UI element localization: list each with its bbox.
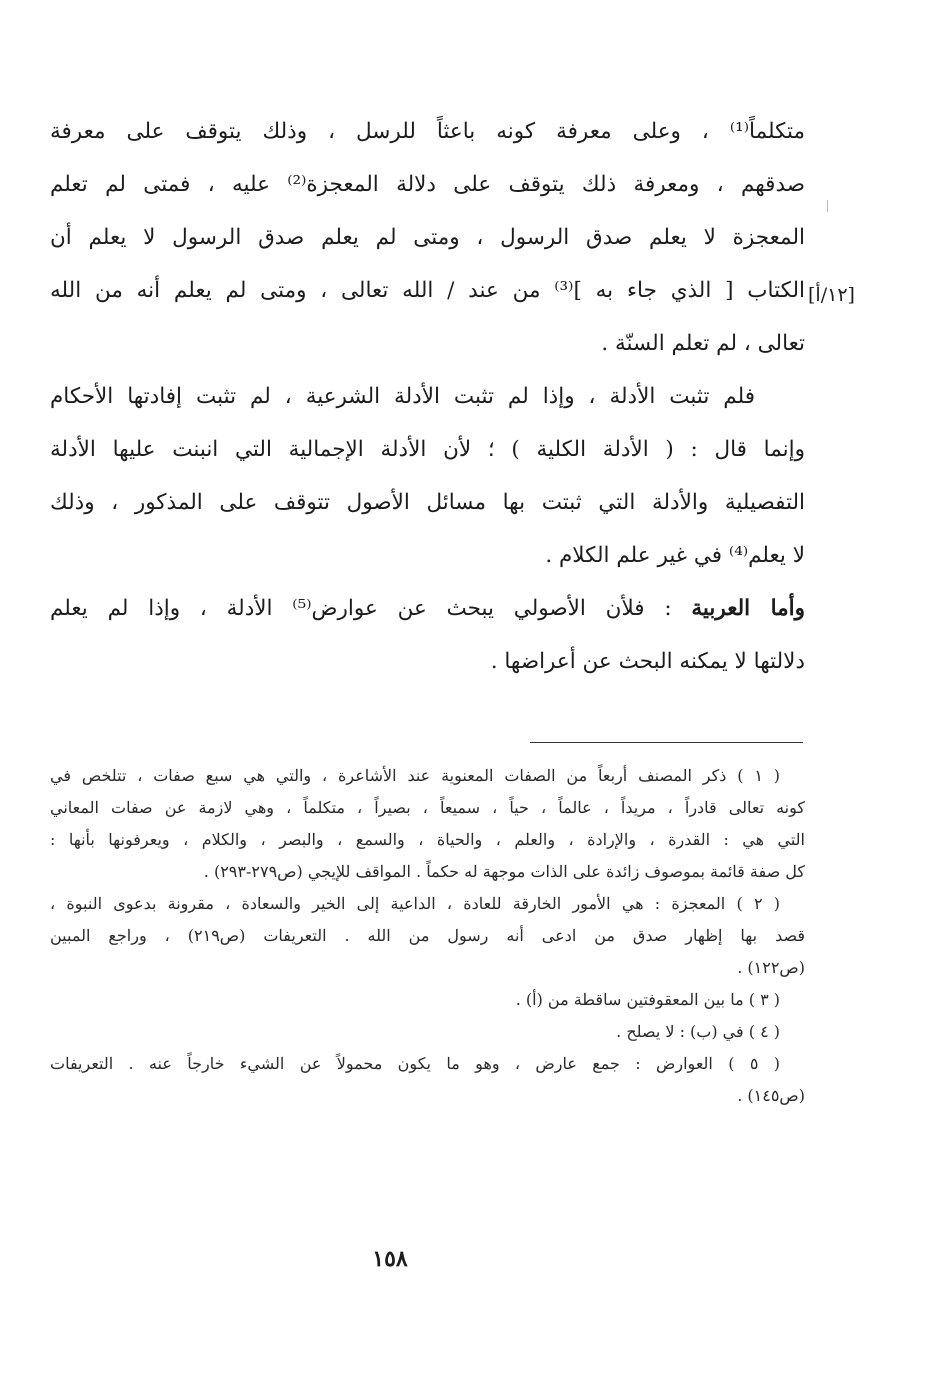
para3-bold-lead: وأما العربية [691,596,805,621]
footnote-2-line: ( ٢ ) المعجزة : هي الأمور الخارقة للعادة ، الداعية إلى الخير والسعادة ، مقرونة بدعوى النبوة ، [50,894,780,913]
footnote-2-line: قصد بها إظهار صدق من ادعى أنه رسول من الله . التعريفات (ص٢١٩) ، وراجع المبين [50,926,805,945]
para3-line1-rest: : فلأن الأصولي يبحث عن عوارض⁽⁵⁾ الأدلة ، وإذا لم يعلم [50,596,692,621]
main-line: متكلماً⁽¹⁾ ، وعلى معرفة كونه باعثاً للرسل ، وذلك يتوقف على معرفة [50,119,805,144]
footnote-4-line: ( ٤ ) في (ب) : لا يصلح . [616,1022,780,1041]
footnote-5-line: (ص١٤٥) . [737,1086,805,1105]
para2-line: التفصيلية والأدلة التي ثبتت بها مسائل الأصول تتوقف على المذكور ، وذلك [50,490,805,515]
para3-line: دلالتها لا يمكنه البحث عن أعراضها . [490,649,805,674]
page-number: ١٥٨ [372,1246,408,1272]
footnote-2-line: (ص١٢٢) . [737,958,805,977]
main-text-body [50,105,805,688]
footnote-1-line: التي هي : القدرة ، والإرادة ، والعلم ، والحياة ، والسمع ، والبصر ، والكلام ، ويعرفونها بأنها : [50,830,805,849]
margin-mark [827,200,828,212]
footnote-1-line: كونه تعالى قادراً ، مريداً ، عالماً ، حياً ، سميعاً ، بصيراً ، متكلماً ، وهي لازمة عن صفات المعاني [50,798,806,817]
para3-line [50,582,805,635]
main-line: المعجزة لا يعلم صدق الرسول ، ومتى لم يعلم صدق الرسول لا يعلم أن [50,225,805,250]
para2-line: لا يعلم⁽⁴⁾ في غير علم الكلام . [545,543,805,568]
main-line: صدقهم ، ومعرفة ذلك يتوقف على دلالة المعجزة⁽²⁾ عليه ، فمتى لم تعلم [50,172,805,197]
footnote-1-line: كل صفة قائمة بموصوف زائدة على الذات موجهة له حكماً . المواقف للإيجي (ص٢٧٩-٢٩٣) . [203,862,805,881]
footnote-1-line: ( ١ ) ذكر المصنف أربعاً من الصفات المعنوية عند الأشاعرة ، والتي هي سبع صفات ، تتلخص في [50,766,781,785]
main-line: تعالى ، لم تعلم السنّة . [601,331,805,356]
footnote-3-line: ( ٣ ) ما بين المعقوفتين ساقطة من (أ) . [515,990,780,1009]
footnote-divider [530,742,803,743]
main-line: الكتاب [ الذي جاء به ]⁽³⁾ من عند / الله تعالى ، ومتى لم يعلم أنه من الله [50,278,805,303]
footnotes-block [50,760,805,1112]
para2-line: وإنما قال : ( الأدلة الكلية ) ؛ لأن الأدلة الإجمالية التي انبنت عليها الأدلة [50,437,805,462]
margin-folio-note: [١٢/أ] [808,284,855,306]
footnote-5-line: ( ٥ ) العوارض : جمع عارض ، وهو ما يكون محمولاً عن الشيء خارجاً عنه . التعريفات [50,1054,781,1073]
para2-line: فلم تثبت الأدلة ، وإذا لم تثبت الأدلة الشرعية ، لم تثبت إفادتها الأحكام [50,384,755,409]
